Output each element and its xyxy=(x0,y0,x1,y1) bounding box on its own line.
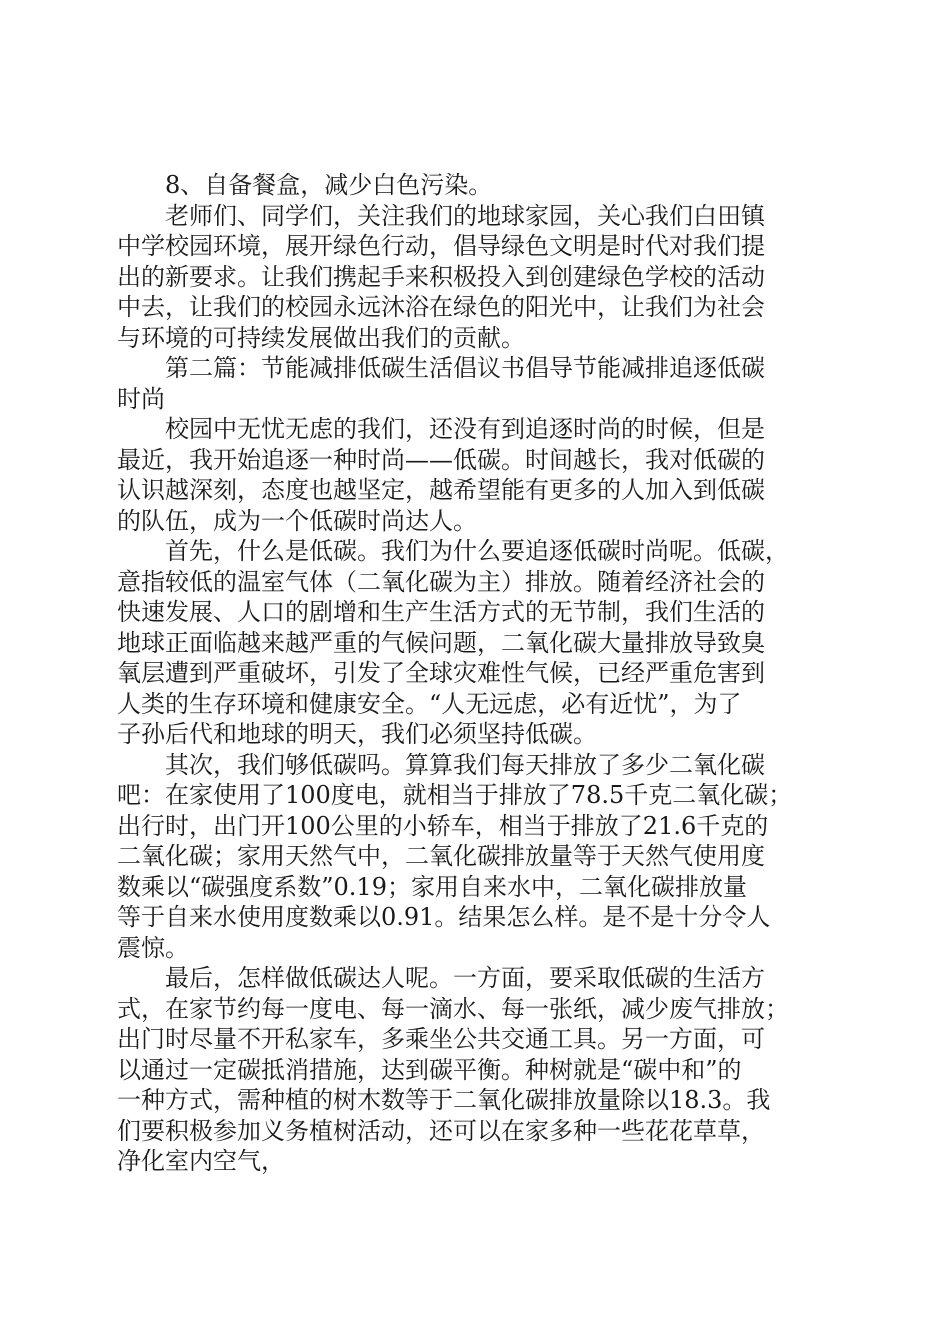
section-title-part-two: 第二篇：节能减排低碳生活倡议书倡导节能减排追逐低碳 时尚 xyxy=(117,354,765,413)
paragraph-intro-low-carbon: 校园中无忧无虑的我们，还没有到追逐时尚的时候，但是 最近，我开始追逐一种时尚——低碳。时间越长，我对低碳的 认识越深刻，态度也越坚定，越希望能有更多的人加入到低碳 的队伍，成为一个低碳时尚达人。 xyxy=(117,415,765,535)
paragraph-green-campus-call: 老师们、同学们，关注我们的地球家园，关心我们白田镇 中学校园环境，展开绿色行动，倡导绿色文明是时代对我们提 出的新要求。让我们携起手来积极投入到创建绿色学校的活动 中去，让我们的校园永远沐浴在绿色的阳光中，让我们为社会 与环境的可持续发展做出我们的贡献。 xyxy=(117,201,765,352)
paragraph-carbon-calculation: 其次，我们够低碳吗。算算我们每天排放了多少二氧化碳 吧：在家使用了100度电，就相当于排放了78.5千克二氧化碳； 出行时，出门开100公里的小轿车，相当于排放了21.6千克的 二氧化碳；家用天然气中，二氧化碳排放量等于天然气使用度 数乘以“碳强度系数”0.19；家用自来水中，二氧化碳排放量 等于自来水使用度数乘以0.91。结果怎么样。是不是十分令人 震惊。 xyxy=(117,750,793,962)
paragraph-what-is-low-carbon: 首先，什么是低碳。我们为什么要追逐低碳时尚呢。低碳， 意指较低的温室气体（二氧化碳为主）排放。随着经济社会的 快速发展、人口的剧增和生产生活方式的无节制，我们生活的 地球正面临越来越严重的气候问题，二氧化碳大量排放导致臭 氧层遭到严重破坏，引发了全球灾难性气候，已经严重危害到 人类的生存环境和健康安全。“人无远虑，必有近忧”，为了 子孙后代和地球的明天，我们必须坚持低碳。 xyxy=(117,537,789,748)
paragraph-item-8: 8、自备餐盒，减少白色污染。 xyxy=(165,171,493,199)
paragraph-how-to-be-low-carbon: 最后，怎样做低碳达人呢。一方面，要采取低碳的生活方 式，在家节约每一度电、每一滴水、每一张纸，减少废气排放； 出门时尽量不开私家车，多乘坐公共交通工具。另一方面，可 以通过一定碳抵消措施，达到碳平衡。种树就是“碳中和”的 一种方式，需种植的树木数等于二氧化碳排放量除以18.3。我 们要积极参加义务植树活动，还可以在家多种一些花花草草， 净化室内空气， xyxy=(117,964,789,1175)
document-page xyxy=(117,170,837,1177)
